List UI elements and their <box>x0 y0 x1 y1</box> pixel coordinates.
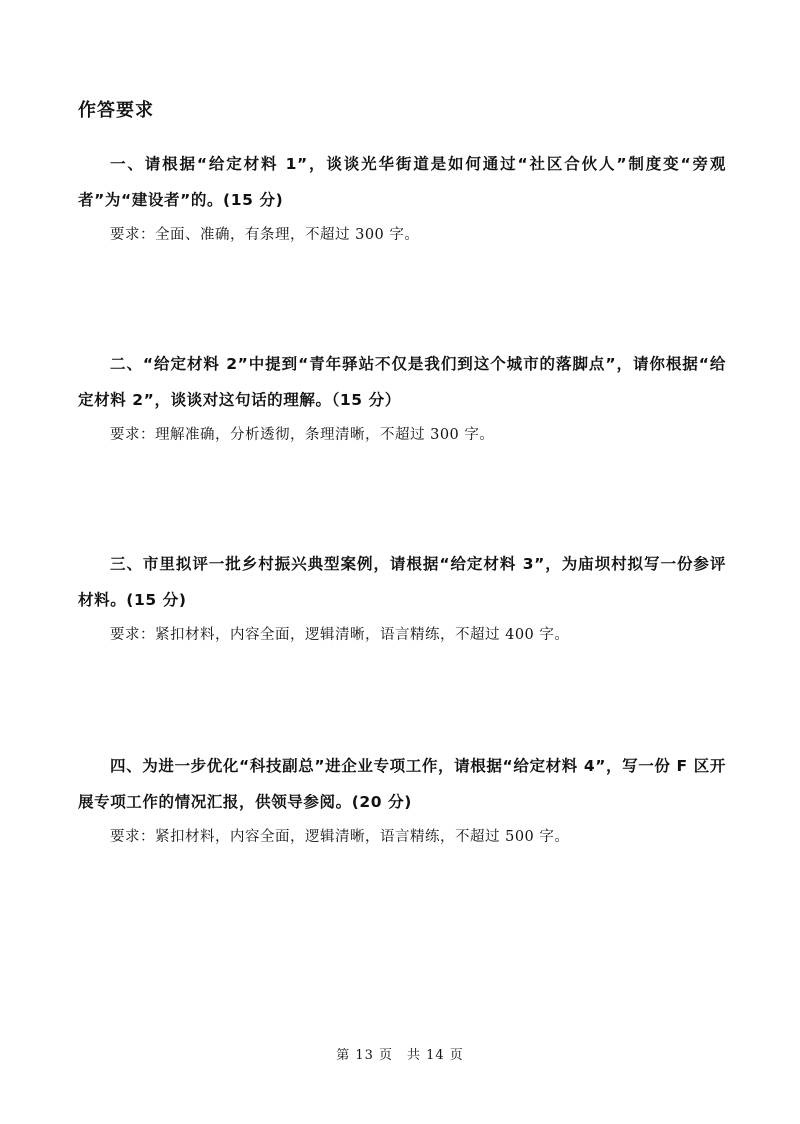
page-footer: 第 13 页 共 14 页 <box>336 1048 464 1063</box>
question-3-requirement: 要求：紧扣材料，内容全面，逻辑清晰，语言精练，不超过 400 字。 <box>110 627 570 643</box>
section-heading: 作答要求 <box>78 100 154 121</box>
question-2-requirement: 要求：理解准确，分析透彻，条理清晰，不超过 300 字。 <box>110 427 495 443</box>
question-1-title: 一、请根据“给定材料 1”，谈谈光华街道是如何通过“社区合伙人”制度变“旁观者”为“建设者”的。(15 分) <box>78 155 726 209</box>
question-1-requirement: 要求：全面、准确，有条理，不超过 300 字。 <box>110 227 420 243</box>
question-4 <box>78 748 726 852</box>
question-4-title: 四、为进一步优化“科技副总”进企业专项工作，请根据“给定材料 4”，写一份 F 区开展专项工作的情况汇报，供领导参阅。(20 分) <box>78 757 726 811</box>
question-4-requirement: 要求：紧扣材料，内容全面，逻辑清晰，语言精练，不超过 500 字。 <box>110 829 570 845</box>
question-1 <box>78 146 726 250</box>
question-2 <box>78 346 726 450</box>
question-2-title: 二、“给定材料 2”中提到“青年驿站不仅是我们到这个城市的落脚点”，请你根据“给定材料 2”，谈谈对这句话的理解。（15 分） <box>78 355 726 409</box>
question-3 <box>78 546 726 650</box>
question-3-title: 三、市里拟评一批乡村振兴典型案例，请根据“给定材料 3”，为庙坝村拟写一份参评材料。(15 分) <box>78 555 726 609</box>
